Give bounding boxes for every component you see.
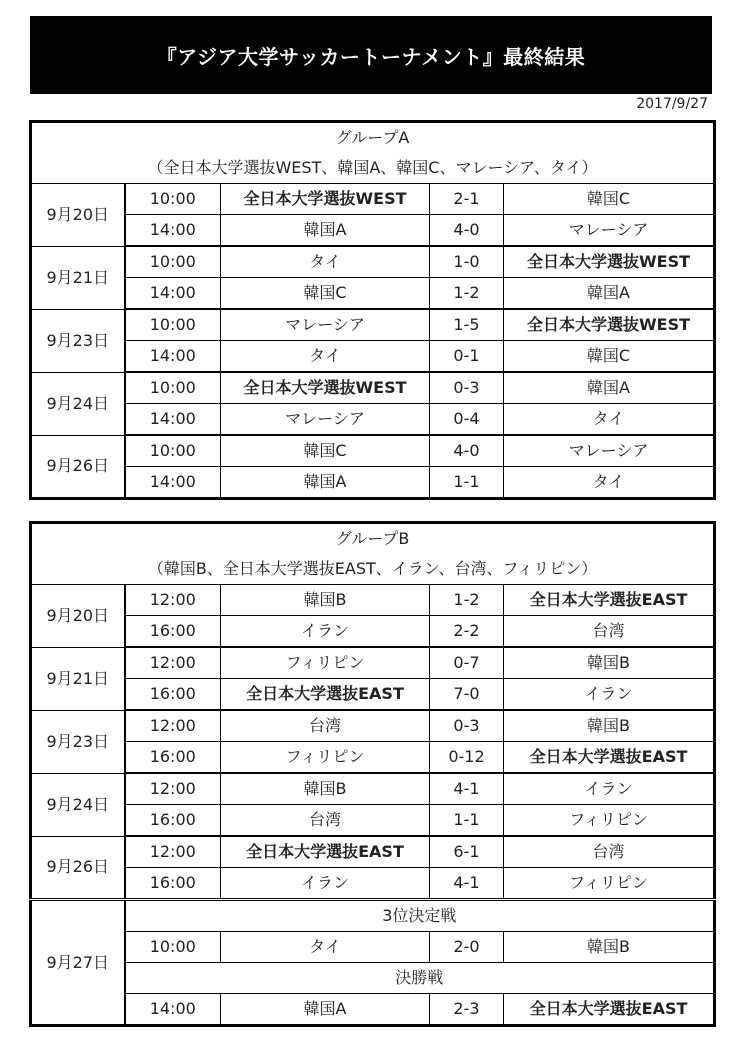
home-team: タイ bbox=[221, 341, 430, 373]
match-row bbox=[31, 616, 715, 648]
home-team: 全日本大学選抜WEST bbox=[221, 184, 430, 215]
away-team: 全日本大学選抜EAST bbox=[504, 585, 715, 616]
match-time: 10:00 bbox=[125, 435, 221, 467]
group-b-table bbox=[29, 521, 716, 1027]
match-time: 14:00 bbox=[125, 341, 221, 373]
away-team: 台湾 bbox=[504, 836, 715, 868]
group-header-row bbox=[31, 122, 715, 154]
final-match-row bbox=[31, 932, 715, 963]
home-team: フィリピン bbox=[221, 742, 430, 774]
away-team: イラン bbox=[504, 679, 715, 711]
match-score: 2-0 bbox=[430, 932, 504, 963]
match-score: 2-1 bbox=[430, 184, 504, 215]
match-row bbox=[31, 836, 715, 868]
match-time: 12:00 bbox=[125, 836, 221, 868]
match-date: 9月20日 bbox=[31, 184, 125, 247]
match-time: 10:00 bbox=[125, 246, 221, 278]
home-team: 全日本大学選抜WEST bbox=[221, 372, 430, 404]
match-row bbox=[31, 805, 715, 837]
match-time: 16:00 bbox=[125, 616, 221, 648]
home-team: 全日本大学選抜EAST bbox=[221, 836, 430, 868]
match-time: 12:00 bbox=[125, 773, 221, 805]
match-row bbox=[31, 215, 715, 247]
match-score: 6-1 bbox=[430, 836, 504, 868]
away-team: 全日本大学選抜WEST bbox=[504, 309, 715, 341]
away-team: 韓国A bbox=[504, 372, 715, 404]
match-date: 9月26日 bbox=[31, 836, 125, 900]
away-team: マレーシア bbox=[504, 215, 715, 247]
match-time: 14:00 bbox=[125, 467, 221, 499]
match-row bbox=[31, 773, 715, 805]
match-score: 0-7 bbox=[430, 647, 504, 679]
match-score: 2-2 bbox=[430, 616, 504, 648]
match-date: 9月24日 bbox=[31, 773, 125, 836]
match-row bbox=[31, 647, 715, 679]
match-row bbox=[31, 341, 715, 373]
away-team: フィリピン bbox=[504, 868, 715, 900]
match-score: 0-1 bbox=[430, 341, 504, 373]
match-date: 9月21日 bbox=[31, 647, 125, 710]
match-time: 10:00 bbox=[125, 932, 221, 963]
home-team: 韓国B bbox=[221, 773, 430, 805]
group-name: グループB bbox=[31, 523, 715, 555]
final-round-label-row bbox=[31, 900, 715, 932]
home-team: 全日本大学選抜EAST bbox=[221, 679, 430, 711]
match-score: 0-3 bbox=[430, 372, 504, 404]
match-time: 16:00 bbox=[125, 742, 221, 774]
match-date: 9月23日 bbox=[31, 309, 125, 372]
final-match-row bbox=[31, 994, 715, 1026]
match-score: 1-5 bbox=[430, 309, 504, 341]
home-team: タイ bbox=[221, 932, 430, 963]
home-team: マレーシア bbox=[221, 404, 430, 436]
match-row bbox=[31, 585, 715, 616]
away-team: 台湾 bbox=[504, 616, 715, 648]
away-team: タイ bbox=[504, 467, 715, 499]
group-a-table bbox=[29, 120, 716, 500]
page-title-banner bbox=[30, 16, 712, 94]
away-team: 韓国C bbox=[504, 184, 715, 215]
group-teams-row bbox=[31, 153, 715, 184]
final-round-label: 決勝戦 bbox=[125, 963, 715, 994]
result-date: 2017/9/27 bbox=[636, 96, 708, 112]
away-team: 韓国B bbox=[504, 710, 715, 742]
match-score: 1-1 bbox=[430, 467, 504, 499]
home-team: イラン bbox=[221, 616, 430, 648]
match-row bbox=[31, 309, 715, 341]
home-team: 韓国C bbox=[221, 278, 430, 310]
match-time: 14:00 bbox=[125, 278, 221, 310]
home-team: イラン bbox=[221, 868, 430, 900]
page-title: 『アジア大学サッカートーナメント』最終結果 bbox=[156, 44, 586, 69]
final-date: 9月27日 bbox=[31, 900, 125, 1026]
match-time: 12:00 bbox=[125, 710, 221, 742]
final-round-label-row bbox=[31, 963, 715, 994]
home-team: 韓国A bbox=[221, 994, 430, 1026]
match-score: 0-3 bbox=[430, 710, 504, 742]
match-date: 9月21日 bbox=[31, 246, 125, 309]
home-team: 韓国C bbox=[221, 435, 430, 467]
match-score: 7-0 bbox=[430, 679, 504, 711]
match-score: 1-0 bbox=[430, 246, 504, 278]
away-team: 全日本大学選抜EAST bbox=[504, 994, 715, 1026]
match-score: 1-2 bbox=[430, 585, 504, 616]
match-score: 0-4 bbox=[430, 404, 504, 436]
match-row bbox=[31, 404, 715, 436]
match-row bbox=[31, 372, 715, 404]
home-team: フィリピン bbox=[221, 647, 430, 679]
away-team: 韓国A bbox=[504, 278, 715, 310]
match-row bbox=[31, 278, 715, 310]
match-time: 10:00 bbox=[125, 309, 221, 341]
away-team: 韓国C bbox=[504, 341, 715, 373]
match-time: 12:00 bbox=[125, 647, 221, 679]
match-date: 9月23日 bbox=[31, 710, 125, 773]
away-team: イラン bbox=[504, 773, 715, 805]
home-team: 台湾 bbox=[221, 710, 430, 742]
away-team: 全日本大学選抜WEST bbox=[504, 246, 715, 278]
match-time: 10:00 bbox=[125, 372, 221, 404]
match-row bbox=[31, 679, 715, 711]
match-score: 1-2 bbox=[430, 278, 504, 310]
match-time: 16:00 bbox=[125, 805, 221, 837]
home-team: タイ bbox=[221, 246, 430, 278]
match-time: 16:00 bbox=[125, 679, 221, 711]
match-time: 14:00 bbox=[125, 404, 221, 436]
match-score: 1-1 bbox=[430, 805, 504, 837]
group-name: グループA bbox=[31, 122, 715, 154]
match-score: 2-3 bbox=[430, 994, 504, 1026]
match-time: 14:00 bbox=[125, 215, 221, 247]
group-teams-row bbox=[31, 554, 715, 585]
final-round-label: 3位決定戦 bbox=[125, 900, 715, 932]
away-team: 韓国B bbox=[504, 932, 715, 963]
match-row bbox=[31, 467, 715, 499]
home-team: マレーシア bbox=[221, 309, 430, 341]
match-date: 9月24日 bbox=[31, 372, 125, 435]
match-date: 9月20日 bbox=[31, 585, 125, 648]
away-team: フィリピン bbox=[504, 805, 715, 837]
match-date: 9月26日 bbox=[31, 435, 125, 499]
group-header-row bbox=[31, 523, 715, 555]
away-team: 韓国B bbox=[504, 647, 715, 679]
match-score: 0-12 bbox=[430, 742, 504, 774]
match-time: 14:00 bbox=[125, 994, 221, 1026]
match-time: 12:00 bbox=[125, 585, 221, 616]
away-team: 全日本大学選抜EAST bbox=[504, 742, 715, 774]
match-row bbox=[31, 868, 715, 900]
match-row bbox=[31, 184, 715, 215]
home-team: 韓国A bbox=[221, 467, 430, 499]
match-row bbox=[31, 435, 715, 467]
match-time: 16:00 bbox=[125, 868, 221, 900]
group-teams: （韓国B、全日本大学選抜EAST、イラン、台湾、フィリピン） bbox=[31, 554, 715, 585]
home-team: 韓国A bbox=[221, 215, 430, 247]
match-time: 10:00 bbox=[125, 184, 221, 215]
match-score: 4-0 bbox=[430, 215, 504, 247]
group-teams: （全日本大学選抜WEST、韓国A、韓国C、マレーシア、タイ） bbox=[31, 153, 715, 184]
match-score: 4-1 bbox=[430, 868, 504, 900]
match-score: 4-1 bbox=[430, 773, 504, 805]
away-team: タイ bbox=[504, 404, 715, 436]
match-row bbox=[31, 710, 715, 742]
home-team: 台湾 bbox=[221, 805, 430, 837]
match-row bbox=[31, 742, 715, 774]
away-team: マレーシア bbox=[504, 435, 715, 467]
match-score: 4-0 bbox=[430, 435, 504, 467]
match-row bbox=[31, 246, 715, 278]
home-team: 韓国B bbox=[221, 585, 430, 616]
